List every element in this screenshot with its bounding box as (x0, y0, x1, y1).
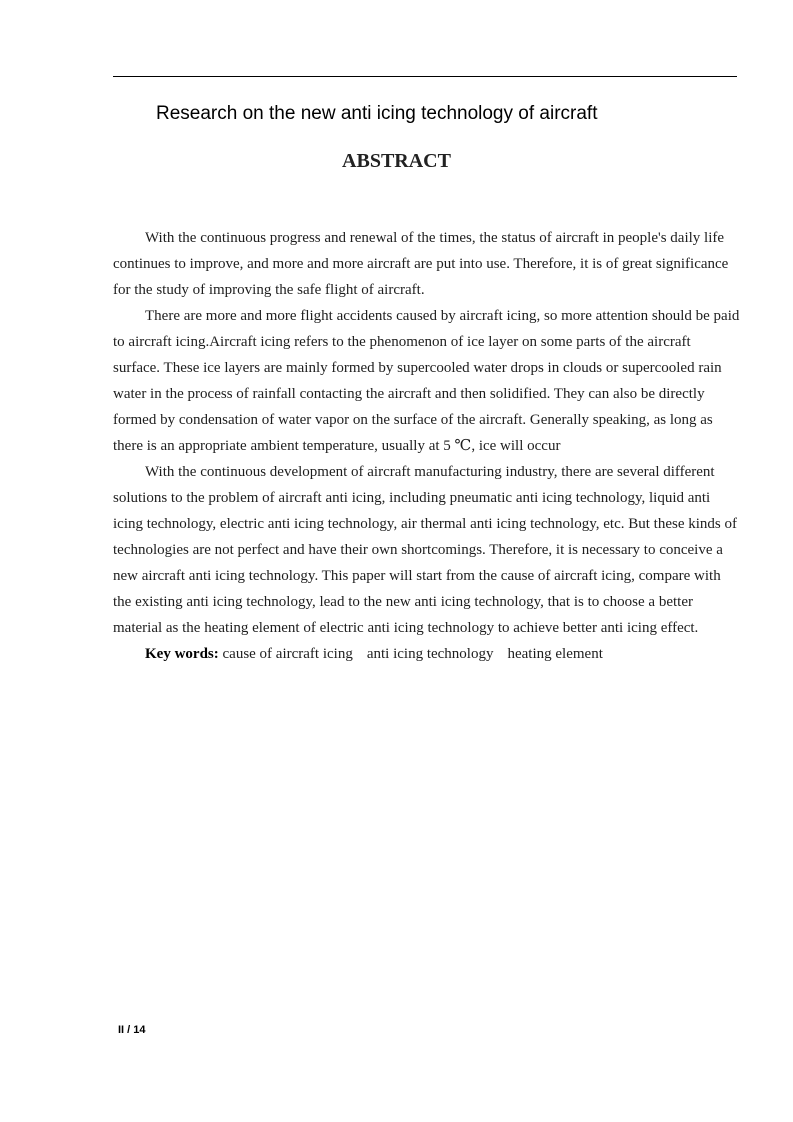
keyword: heating element (507, 646, 603, 662)
paragraph: There are more and more flight accidents caused by aircraft icing, so more attention should be paid to aircraft icing.Aircraft icing refers to the phenomenon of ice layer on some parts of the aircraft surface. These ice layers are mainly formed by supercooled water drops in clouds or supercooled rain water in the process of rainfall contacting the aircraft and then solidified. They can also be directly formed by condensation of water vapor on the surface of the aircraft. Generally speaking, as long as there is an appropriate ambient temperature, usually at 5 ℃, ice will occur (113, 308, 740, 454)
abstract-body (113, 225, 741, 667)
page-number: II / 14 (118, 1024, 146, 1036)
paragraph: With the continuous development of aircraft manufacturing industry, there are several different solutions to the problem of aircraft anti icing, including pneumatic anti icing technology, liquid anti icing technology, electric anti icing technology, air thermal anti icing technology, etc. But these kinds of technologies are not perfect and have their own shortcomings. Therefore, it is necessary to conceive a new aircraft anti icing technology. This paper will start from the cause of aircraft icing, compare with the existing anti icing technology, lead to the new anti icing technology, that is to choose a better material as the heating element of electric anti icing technology to achieve better anti icing effect. (113, 464, 737, 636)
paragraph: With the continuous progress and renewal of the times, the status of aircraft in people's daily life continues to improve, and more and more aircraft are put into use. Therefore, it is of great significance for the study of improving the safe flight of aircraft. (113, 230, 729, 298)
keywords-label: Key words: (145, 646, 219, 662)
document-title: Research on the new anti icing technology of aircraft (156, 103, 598, 124)
keyword: anti icing technology (366, 646, 494, 662)
keyword: cause of aircraft icing (222, 646, 353, 662)
keywords-line (113, 641, 741, 667)
section-heading: ABSTRACT (342, 150, 451, 172)
header-rule (113, 76, 737, 77)
